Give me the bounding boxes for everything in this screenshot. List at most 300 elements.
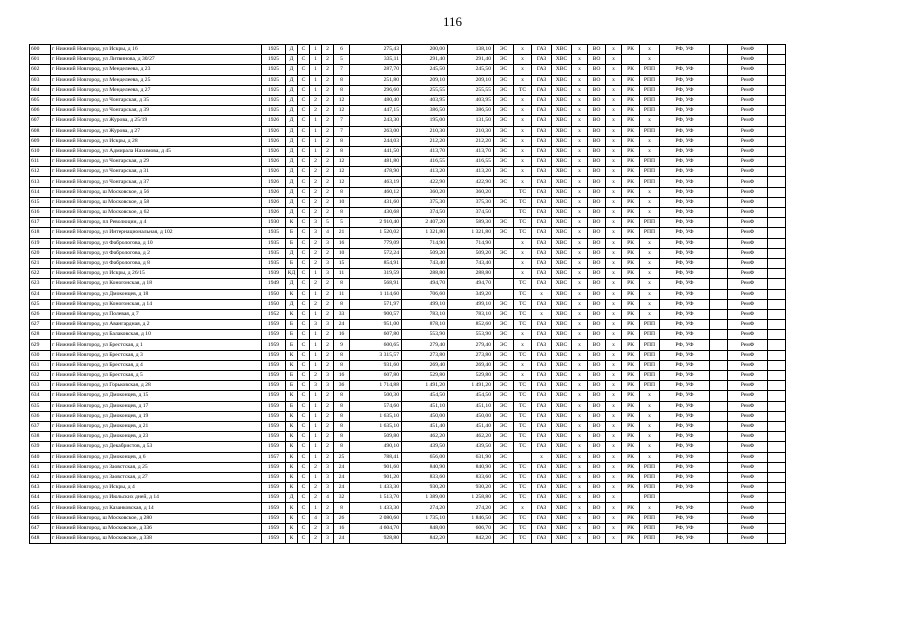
cell-heating: ТС (514, 350, 532, 360)
cell-residential-area: 714,90 (402, 238, 448, 248)
cell-repair-fund: РемФ (728, 85, 768, 95)
cell-private-area: 413,20 (448, 167, 494, 177)
cell-note (768, 238, 786, 248)
cell-build-year: 1959 (262, 320, 286, 330)
cell-row-number: 637 (30, 421, 51, 431)
cell-extra (710, 472, 728, 482)
cell-gas: ГАЗ (532, 350, 552, 360)
table-row (30, 157, 786, 167)
cell-heating: ТС (514, 493, 532, 503)
cell-hot-water: х (572, 534, 588, 544)
cell-heater: х (606, 534, 622, 544)
cell-row-number: 611 (30, 157, 51, 167)
cell-cold-water: ХВС (552, 411, 572, 421)
cell-gas: ГАЗ (532, 95, 552, 105)
cell-private-area: 499,10 (448, 299, 494, 309)
cell-row-number: 623 (30, 279, 51, 289)
cell-note (768, 269, 786, 279)
cell-material-code: Д (286, 187, 298, 197)
cell-apartments: 12 (334, 157, 350, 167)
cell-facade-repair: РПП (640, 523, 660, 533)
cell-total-area: 788,41 (350, 452, 402, 462)
cell-private-area: 273,80 (448, 350, 494, 360)
cell-gas: ГАЗ (532, 146, 552, 156)
cell-repair-fund: РемФ (728, 452, 768, 462)
cell-facade-works: РФ, УФ (660, 360, 710, 370)
table-row (30, 146, 786, 156)
cell-entrances: 1 (310, 442, 322, 452)
cell-address: г Нижний Новгород, ул Полевая, д 7 (51, 309, 262, 319)
cell-residential-area: 529,80 (402, 371, 448, 381)
cell-address: г Нижний Новгород, ул Брестская, д 1 (51, 340, 262, 350)
cell-apartments: 7 (334, 116, 350, 126)
cell-gas: ГАЗ (532, 493, 552, 503)
cell-heater: х (606, 116, 622, 126)
cell-gas: ГАЗ (532, 75, 552, 85)
cell-repair-fund: РемФ (728, 258, 768, 268)
cell-electricity: ЭС (494, 95, 514, 105)
table-row (30, 136, 786, 146)
cell-cold-water: ХВС (552, 65, 572, 75)
cell-note (768, 279, 786, 289)
cell-address: г Нижний Новгород, ул Адмирала Нахимова, д 45 (51, 146, 262, 156)
cell-total-area: 1 714,88 (350, 381, 402, 391)
cell-sewerage: ВО (588, 65, 606, 75)
cell-wall-type: С (298, 177, 310, 187)
cell-extra (710, 197, 728, 207)
cell-private-area: 852,60 (448, 320, 494, 330)
cell-floors: 2 (322, 299, 334, 309)
cell-roof-repair: РК (622, 146, 640, 156)
cell-material-code: Д (286, 116, 298, 126)
cell-extra (710, 442, 728, 452)
cell-hot-water: х (572, 472, 588, 482)
cell-wall-type: С (298, 289, 310, 299)
cell-material-code: Д (286, 197, 298, 207)
cell-material-code: К (286, 462, 298, 472)
cell-facade-works: РФ, УФ (660, 65, 710, 75)
cell-material-code: К (286, 309, 298, 319)
cell-facade-repair: РПП (640, 218, 660, 228)
cell-cold-water: ХВС (552, 483, 572, 493)
cell-heater: х (606, 483, 622, 493)
cell-note (768, 299, 786, 309)
cell-heater: х (606, 391, 622, 401)
table-row (30, 452, 786, 462)
cell-entrances: 1 (310, 116, 322, 126)
cell-row-number: 628 (30, 330, 51, 340)
cell-floors: 2 (322, 45, 334, 55)
cell-build-year: 1959 (262, 442, 286, 452)
cell-facade-works: РФ, УФ (660, 371, 710, 381)
cell-extra (710, 136, 728, 146)
cell-heater: х (606, 462, 622, 472)
cell-facade-works: РФ, УФ (660, 421, 710, 431)
cell-sewerage: ВО (588, 238, 606, 248)
cell-address: г Нижний Новгород, ул Июльских дней, д 14 (51, 493, 262, 503)
cell-note (768, 228, 786, 238)
cell-hot-water: х (572, 106, 588, 116)
cell-private-area: 439,50 (448, 442, 494, 452)
cell-material-code: Д (286, 279, 298, 289)
cell-row-number: 636 (30, 411, 51, 421)
cell-roof-repair: РК (622, 106, 640, 116)
cell-wall-type: С (298, 381, 310, 391)
cell-cold-water: ХВС (552, 248, 572, 258)
cell-hot-water: х (572, 269, 588, 279)
cell-residential-area: 509,20 (402, 248, 448, 258)
cell-private-area: 210,30 (448, 126, 494, 136)
cell-row-number: 603 (30, 75, 51, 85)
cell-apartments: 8 (334, 187, 350, 197)
cell-residential-area: 422,90 (402, 177, 448, 187)
cell-floors: 2 (322, 85, 334, 95)
cell-heater: х (606, 45, 622, 55)
cell-wall-type: С (298, 340, 310, 350)
cell-roof-repair: РК (622, 360, 640, 370)
cell-roof-repair: РК (622, 534, 640, 544)
cell-heating: х (514, 45, 532, 55)
cell-electricity: ЭС (494, 136, 514, 146)
cell-gas: ГАЗ (532, 371, 552, 381)
cell-sewerage: ВО (588, 218, 606, 228)
cell-note (768, 360, 786, 370)
cell-heater: х (606, 187, 622, 197)
cell-apartments: 6 (334, 45, 350, 55)
cell-wall-type: С (298, 126, 310, 136)
cell-note (768, 136, 786, 146)
cell-gas: ГАЗ (532, 238, 552, 248)
cell-cold-water: ХВС (552, 75, 572, 85)
cell-electricity: ЭС (494, 330, 514, 340)
cell-material-code: Б (286, 330, 298, 340)
cell-wall-type: С (298, 523, 310, 533)
cell-facade-works: РФ, УФ (660, 503, 710, 513)
table-row (30, 371, 786, 381)
cell-material-code: Д (286, 45, 298, 55)
cell-extra (710, 432, 728, 442)
cell-roof-repair: РК (622, 381, 640, 391)
cell-floors: 2 (322, 55, 334, 65)
cell-hot-water: х (572, 208, 588, 218)
cell-wall-type: С (298, 238, 310, 248)
cell-cold-water: ХВС (552, 95, 572, 105)
cell-heating: х (514, 65, 532, 75)
cell-note (768, 45, 786, 55)
cell-total-area: 1 433,30 (350, 483, 402, 493)
cell-apartments: 11 (334, 269, 350, 279)
cell-gas: ГАЗ (532, 513, 552, 523)
cell-row-number: 645 (30, 503, 51, 513)
cell-cold-water: ХВС (552, 493, 572, 503)
cell-address: г Нижний Новгород, ул Журова, д 27 (51, 126, 262, 136)
cell-electricity: ЭС (494, 411, 514, 421)
cell-facade-repair: РПП (640, 371, 660, 381)
cell-wall-type: С (298, 116, 310, 126)
cell-residential-area: 291,40 (402, 55, 448, 65)
cell-heating: ТС (514, 523, 532, 533)
cell-residential-area: 439,50 (402, 442, 448, 452)
cell-build-year: 1935 (262, 228, 286, 238)
table-row (30, 269, 786, 279)
cell-build-year: 1959 (262, 350, 286, 360)
cell-facade-repair: РПП (640, 483, 660, 493)
cell-facade-works: РФ, УФ (660, 269, 710, 279)
cell-facade-works: РФ, УФ (660, 513, 710, 523)
cell-floors: 3 (322, 269, 334, 279)
cell-repair-fund: РемФ (728, 513, 768, 523)
cell-row-number: 640 (30, 452, 51, 462)
cell-electricity: ЭС (494, 452, 514, 462)
cell-floors: 2 (322, 330, 334, 340)
cell-note (768, 452, 786, 462)
cell-residential-area: 386,50 (402, 106, 448, 116)
cell-apartments: 8 (334, 391, 350, 401)
table-row (30, 462, 786, 472)
cell-entrances: 1 (310, 452, 322, 462)
cell-row-number: 633 (30, 381, 51, 391)
cell-facade-repair: х (640, 238, 660, 248)
cell-entrances: 1 (310, 309, 322, 319)
cell-entrances: 1 (310, 136, 322, 146)
cell-heating: х (514, 55, 532, 65)
cell-residential-area: 413,70 (402, 146, 448, 156)
cell-wall-type: С (298, 208, 310, 218)
cell-roof-repair: РК (622, 432, 640, 442)
cell-gas: ГАЗ (532, 360, 552, 370)
cell-electricity: ЭС (494, 432, 514, 442)
cell-heater: х (606, 299, 622, 309)
cell-address: г Нижний Новгород, ул Искры, д 4 (51, 483, 262, 493)
table-row (30, 309, 786, 319)
cell-address: г Нижний Новгород, ул Искры, д 28 (51, 136, 262, 146)
cell-sewerage: ВО (588, 55, 606, 65)
cell-material-code: КД (286, 269, 298, 279)
table-row (30, 513, 786, 523)
cell-repair-fund: РемФ (728, 391, 768, 401)
table-row (30, 401, 786, 411)
cell-cold-water: ХВС (552, 534, 572, 544)
cell-total-area: 1 433,30 (350, 503, 402, 513)
cell-extra (710, 401, 728, 411)
table-row (30, 187, 786, 197)
cell-wall-type: С (298, 146, 310, 156)
cell-hot-water: х (572, 289, 588, 299)
cell-extra (710, 126, 728, 136)
cell-extra (710, 350, 728, 360)
cell-residential-area: 783,10 (402, 309, 448, 319)
cell-repair-fund: РемФ (728, 432, 768, 442)
cell-heating: ТС (514, 442, 532, 452)
cell-repair-fund: РемФ (728, 228, 768, 238)
cell-extra (710, 391, 728, 401)
cell-sewerage: ВО (588, 269, 606, 279)
cell-total-area: 568,91 (350, 279, 402, 289)
cell-floors: 3 (322, 513, 334, 523)
cell-sewerage: ВО (588, 411, 606, 421)
cell-repair-fund: РемФ (728, 248, 768, 258)
cell-apartments: 24 (334, 320, 350, 330)
cell-residential-area: 403,95 (402, 95, 448, 105)
cell-sewerage: ВО (588, 45, 606, 55)
cell-extra (710, 208, 728, 218)
cell-address: г Нижний Новгород, ш Московское, д 58 (51, 197, 262, 207)
table-row (30, 197, 786, 207)
cell-hot-water: х (572, 442, 588, 452)
cell-apartments: 16 (334, 330, 350, 340)
cell-material-code: К (286, 350, 298, 360)
cell-address: г Нижний Новгород, ул Дмоконцев, д 21 (51, 421, 262, 431)
cell-repair-fund: РемФ (728, 381, 768, 391)
cell-heater: х (606, 55, 622, 65)
cell-wall-type: С (298, 534, 310, 544)
cell-address: г Нижний Новгород, ш Московское, д 62 (51, 208, 262, 218)
cell-private-area: 783,10 (448, 309, 494, 319)
cell-address: г Нижний Новгород, пл Революции, д 4 (51, 218, 262, 228)
cell-gas: ГАЗ (532, 320, 552, 330)
cell-gas: ГАЗ (532, 157, 552, 167)
cell-address: г Нижний Новгород, ул Искры, д 16 (51, 45, 262, 55)
cell-repair-fund: РемФ (728, 279, 768, 289)
cell-roof-repair: РК (622, 462, 640, 472)
cell-total-area: 447,15 (350, 106, 402, 116)
cell-address: г Нижний Новгород, ул Авангардная, д 2 (51, 320, 262, 330)
cell-note (768, 187, 786, 197)
cell-apartments: 21 (334, 228, 350, 238)
cell-roof-repair: РК (622, 401, 640, 411)
cell-private-area: 840,90 (448, 462, 494, 472)
cell-entrances: 2 (310, 248, 322, 258)
cell-roof-repair: РК (622, 309, 640, 319)
cell-entrances: 2 (310, 462, 322, 472)
cell-total-area: 854,91 (350, 258, 402, 268)
cell-sewerage: ВО (588, 279, 606, 289)
cell-hot-water: х (572, 85, 588, 95)
housing-register-table-container (29, 44, 786, 544)
cell-facade-repair: РПП (640, 534, 660, 544)
cell-heating: ТС (514, 320, 532, 330)
cell-wall-type: С (298, 136, 310, 146)
cell-extra (710, 360, 728, 370)
cell-material-code: Д (286, 248, 298, 258)
cell-gas: х (532, 309, 552, 319)
cell-heating: ТС (514, 85, 532, 95)
cell-build-year: 1925 (262, 45, 286, 55)
cell-heating: х (514, 258, 532, 268)
cell-gas: ГАЗ (532, 55, 552, 65)
table-row (30, 85, 786, 95)
cell-row-number: 639 (30, 442, 51, 452)
cell-floors: 4 (322, 493, 334, 503)
cell-cold-water: ХВС (552, 289, 572, 299)
cell-material-code: Б (286, 258, 298, 268)
cell-material-code: Д (286, 208, 298, 218)
cell-cold-water: ХВС (552, 472, 572, 482)
cell-note (768, 350, 786, 360)
cell-facade-works: РФ, УФ (660, 442, 710, 452)
cell-address: г Нижний Новгород, ул Горьковская, д 28 (51, 381, 262, 391)
cell-hot-water: х (572, 279, 588, 289)
cell-floors: 3 (322, 523, 334, 533)
cell-floors: 2 (322, 289, 334, 299)
cell-apartments: 32 (334, 493, 350, 503)
cell-hot-water: х (572, 116, 588, 126)
cell-address: г Нижний Новгород, ул Чонгарская, д 31 (51, 167, 262, 177)
table-row (30, 65, 786, 75)
cell-address: г Нижний Новгород, ул Фабрологова, д 10 (51, 238, 262, 248)
cell-facade-works: РФ, УФ (660, 299, 710, 309)
cell-cold-water: ХВС (552, 45, 572, 55)
cell-facade-repair: х (640, 289, 660, 299)
cell-wall-type: С (298, 197, 310, 207)
cell-electricity (494, 208, 514, 218)
cell-residential-area: 274,20 (402, 503, 448, 513)
cell-material-code: Д (286, 157, 298, 167)
cell-private-area: 450,00 (448, 411, 494, 421)
cell-electricity (494, 238, 514, 248)
cell-hot-water: х (572, 45, 588, 55)
cell-apartments: 24 (334, 472, 350, 482)
cell-row-number: 610 (30, 146, 51, 156)
cell-heating: ТС (514, 299, 532, 309)
cell-apartments: 36 (334, 381, 350, 391)
cell-repair-fund: РемФ (728, 523, 768, 533)
cell-floors: 2 (322, 309, 334, 319)
cell-heater: х (606, 75, 622, 85)
cell-electricity: ЭС (494, 360, 514, 370)
cell-floors: 2 (322, 432, 334, 442)
table-row (30, 238, 786, 248)
cell-private-area: 553,90 (448, 330, 494, 340)
cell-gas: х (532, 452, 552, 462)
cell-extra (710, 493, 728, 503)
cell-facade-works: РФ, УФ (660, 238, 710, 248)
cell-private-area: 451,10 (448, 401, 494, 411)
cell-row-number: 615 (30, 197, 51, 207)
cell-roof-repair: РК (622, 371, 640, 381)
cell-note (768, 167, 786, 177)
cell-heater: х (606, 65, 622, 75)
cell-facade-works: РФ, УФ (660, 401, 710, 411)
cell-wall-type: С (298, 248, 310, 258)
cell-heater: х (606, 126, 622, 136)
cell-sewerage: ВО (588, 106, 606, 116)
cell-material-code: Д (286, 85, 298, 95)
cell-extra (710, 116, 728, 126)
cell-roof-repair: РК (622, 65, 640, 75)
cell-facade-repair: х (640, 401, 660, 411)
cell-repair-fund: РемФ (728, 146, 768, 156)
cell-electricity: ЭС (494, 218, 514, 228)
cell-wall-type: С (298, 421, 310, 431)
cell-wall-type: С (298, 55, 310, 65)
cell-address: г Нижний Новгород, ул Дмоконцев, д 18 (51, 289, 262, 299)
cell-wall-type: С (298, 493, 310, 503)
cell-heater: х (606, 421, 622, 431)
cell-roof-repair: РК (622, 136, 640, 146)
cell-facade-repair: х (640, 421, 660, 431)
cell-gas: ГАЗ (532, 432, 552, 442)
cell-entrances: 1 (310, 503, 322, 513)
cell-facade-works: РФ, УФ (660, 289, 710, 299)
cell-heating: х (514, 167, 532, 177)
cell-facade-works: РФ, УФ (660, 218, 710, 228)
cell-material-code: К (286, 523, 298, 533)
cell-repair-fund: РемФ (728, 442, 768, 452)
cell-row-number: 647 (30, 523, 51, 533)
cell-roof-repair: РК (622, 45, 640, 55)
cell-build-year: 1959 (262, 411, 286, 421)
